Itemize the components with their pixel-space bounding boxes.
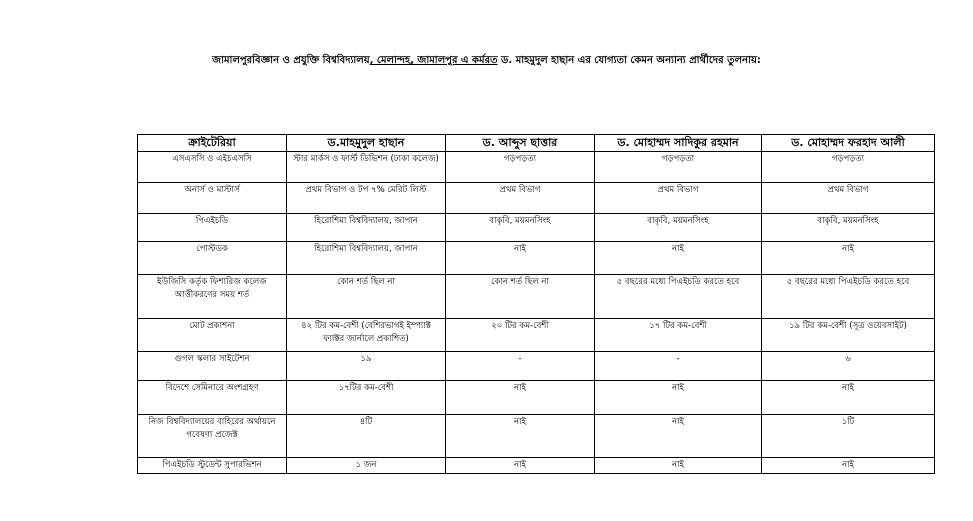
table-row (138, 242, 935, 275)
title-university: জামালপুরবিজ্ঞান ও প্রযুক্তি বিশ্ববিদ্যালয় (212, 55, 370, 66)
title-subject: ড. মাহমুদুল হাছান এর যোগ্যতা কেমন অন্যান্য প্রার্থীদের তুলনায়: (497, 55, 761, 66)
table-cell: হিরোশিমা বিশ্ববিদ্যালয়, জাপান (287, 214, 446, 242)
table-row (138, 319, 935, 352)
title-location: , মেলান্দহ, জামালপুর এ কর্মরত (369, 55, 498, 66)
criteria-cell: এসএসসি ও এইচএসসি (138, 152, 287, 183)
table-cell: নাই (762, 458, 935, 474)
table-cell: ১৯ (287, 352, 446, 381)
criteria-cell: মোট প্রকাশনা (138, 319, 287, 352)
header-candidate-2: ড. আব্দুস ছাত্তার (446, 135, 595, 152)
table-cell: ৪২ টির কম-বেশী (বেশিরভাগই ইম্প্যাক্ট ফ্যাক্টর জার্নালে প্রকাশিত) (287, 319, 446, 352)
table-cell: ১টি (762, 415, 935, 458)
criteria-cell: পোস্টডক (138, 242, 287, 275)
criteria-cell: অনার্স ও মাস্টার্স (138, 183, 287, 214)
table-cell: প্রথম বিভাগ (762, 183, 935, 214)
criteria-cell: গুগল স্কলার সাইটেশন (138, 352, 287, 381)
header-criteria: ক্রাইটেরিয়া (138, 135, 287, 152)
criteria-cell: ইউজিসি কর্তৃক ফিশারিজ কলেজ আত্তীকরণের সময় শর্ত (138, 275, 287, 319)
table-cell: হিরোশিমা বিশ্ববিদ্যালয়, জাপান (287, 242, 446, 275)
table-row (138, 183, 935, 214)
table-row (138, 275, 935, 319)
page-title (0, 53, 973, 70)
table-cell: বাকৃবি, ময়মনসিংহ (446, 214, 595, 242)
table-cell: নাই (446, 381, 595, 415)
table-cell: গড়পড়তা (762, 152, 935, 183)
table-cell: নাই (446, 458, 595, 474)
table-header-row (138, 135, 935, 152)
table-cell: - (595, 352, 762, 381)
table-cell: নাই (762, 242, 935, 275)
header-candidate-4: ড. মোহাম্মদ ফরহাদ আলী (762, 135, 935, 152)
table-cell: গড়পড়তা (595, 152, 762, 183)
table-cell: প্রথম বিভাগ (446, 183, 595, 214)
table-cell: স্টার মার্কস ও ফার্স্ট ডিভিশন (ঢাকা কলেজ) (287, 152, 446, 183)
table-row (138, 152, 935, 183)
table-row (138, 458, 935, 474)
table-cell: নাই (446, 242, 595, 275)
table-cell: ১ জন (287, 458, 446, 474)
table-cell: ২০ টির কম-বেশী (446, 319, 595, 352)
table-cell: বাকৃবি, ময়মনসিংহ (595, 214, 762, 242)
table-cell: নাই (595, 458, 762, 474)
table-cell: নাই (762, 381, 935, 415)
table-row (138, 415, 935, 458)
table-cell: ১৭ টির কম-বেশী (595, 319, 762, 352)
table-cell: ১৭টির কম-বেশী (287, 381, 446, 415)
table-cell: ১৯ টির কম-বেশী (সূত্র ওয়েবসাইট) (762, 319, 935, 352)
table-cell: গড়পড়তা (446, 152, 595, 183)
table-cell: ৫ বছরের মধ্যে পিএইচডি করতে হবে (595, 275, 762, 319)
table-row (138, 381, 935, 415)
criteria-cell: নিজ বিশ্ববিদ্যালয়ের বাহিরের অর্থায়নে গবেষণা প্রজেক্ট (138, 415, 287, 458)
header-candidate-1: ড.মাহমুদুল হাছান (287, 135, 446, 152)
table-cell: প্রথম বিভাগ (595, 183, 762, 214)
table-cell: কোন শর্ত ছিল না (446, 275, 595, 319)
table-cell: নাই (595, 381, 762, 415)
criteria-cell: পিএইচডি স্টুডেন্ট সুপারভিশন (138, 458, 287, 474)
header-candidate-3: ড. মোহাম্মদ সাদিকুর রহমান (595, 135, 762, 152)
table-cell: নাই (595, 415, 762, 458)
table-cell: ৫ বছরের মধ্যে পিএইচডি করতে হবে (762, 275, 935, 319)
table-row (138, 214, 935, 242)
table-row (138, 352, 935, 381)
comparison-table (137, 134, 935, 474)
table-cell: কোন শর্ত ছিল না (287, 275, 446, 319)
table-cell: ৪টি (287, 415, 446, 458)
table-cell: বাকৃবি, ময়মনসিংহ (762, 214, 935, 242)
table-cell: - (446, 352, 595, 381)
criteria-cell: পিএইচডি (138, 214, 287, 242)
table-cell: নাই (446, 415, 595, 458)
table-cell: নাই (595, 242, 762, 275)
table-cell: ৬ (762, 352, 935, 381)
table-cell: প্রথম বিভাগ ও টপ ৭% মেরিট লিস্ট (287, 183, 446, 214)
criteria-cell: বিদেশে সেমিনারে অংশগ্রহণ (138, 381, 287, 415)
